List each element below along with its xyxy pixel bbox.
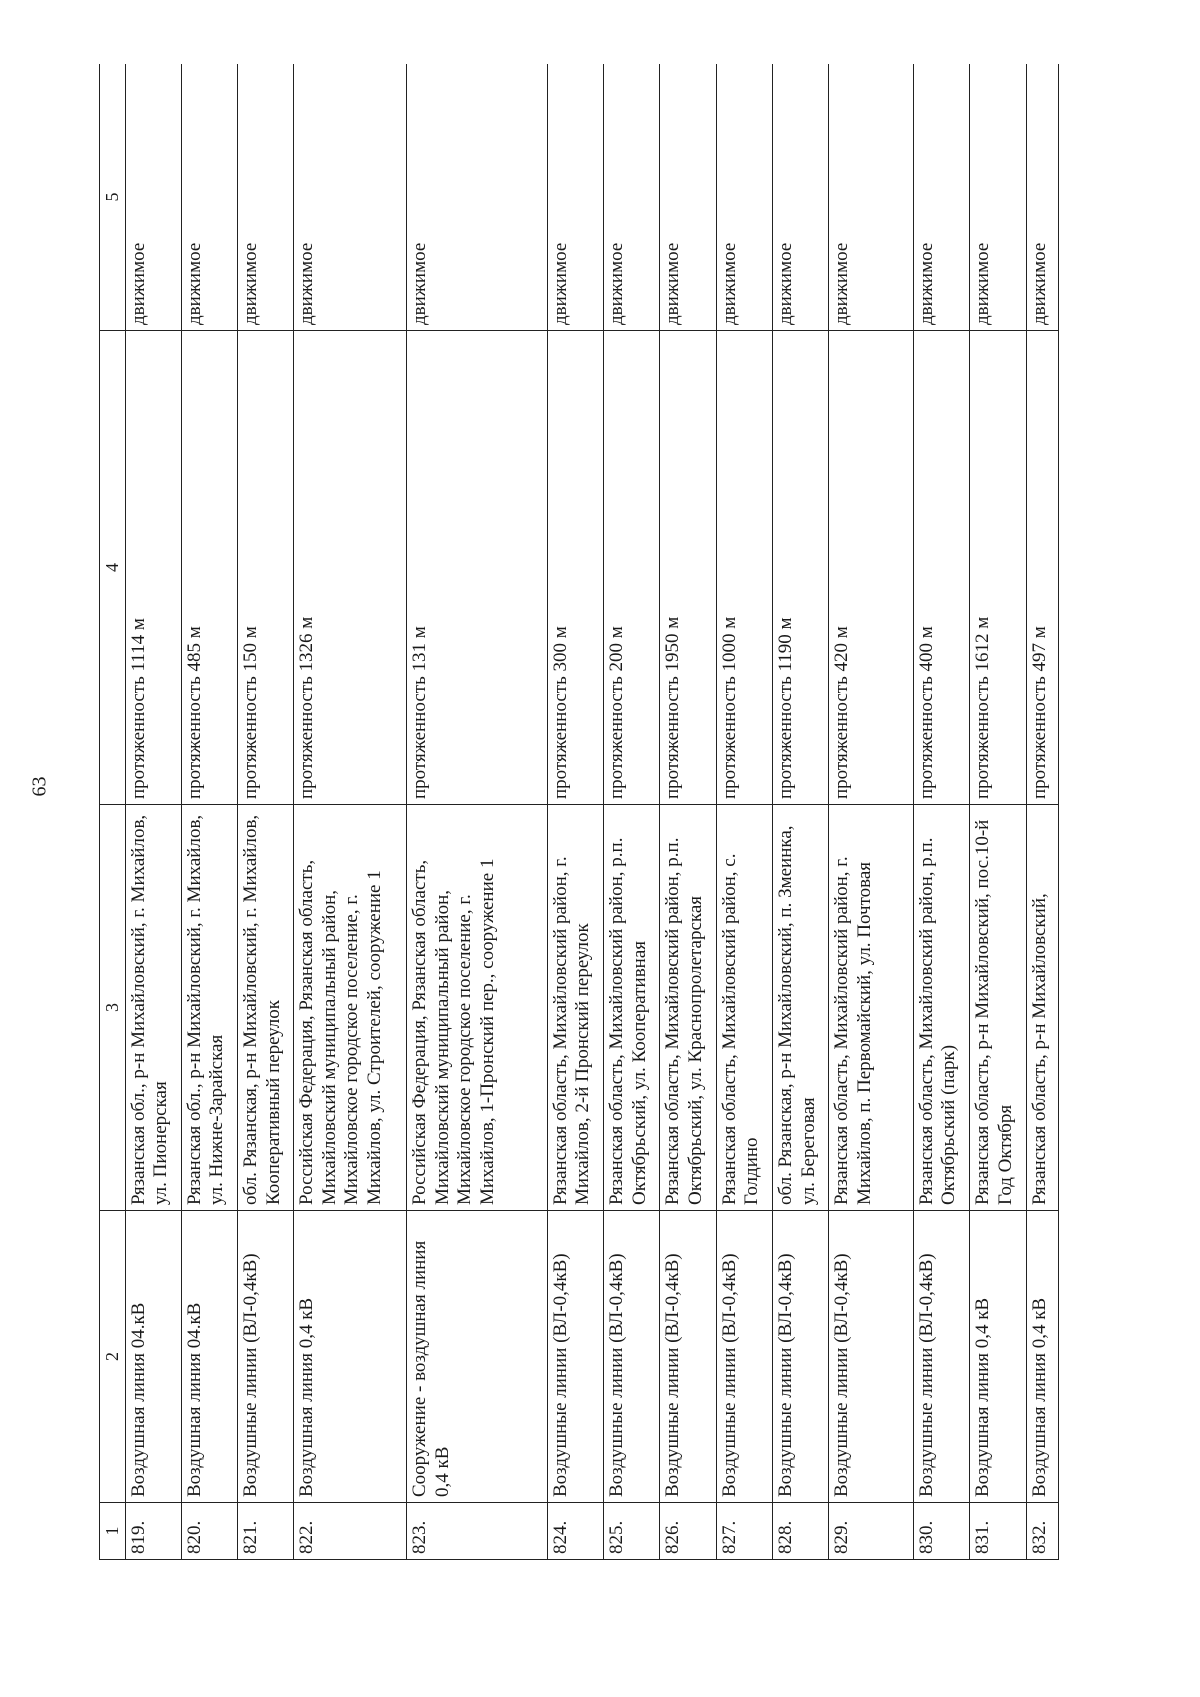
table-header-row — [100, 64, 126, 1560]
object-length: протяженность 420 м — [829, 331, 913, 805]
object-length: протяженность 1000 м — [716, 331, 772, 805]
property-type: движимое — [913, 64, 969, 331]
object-name: Воздушная линия 04.кВ — [125, 1211, 181, 1503]
object-address: Рязанская обл., р-н Михайловский, г. Михайлов, ул. Пионерская — [125, 805, 181, 1211]
object-name: Воздушная линия 0,4 кВ — [1026, 1211, 1059, 1503]
table-row — [660, 64, 716, 1560]
object-length: протяженность 400 м — [913, 331, 969, 805]
header-col-4: 4 — [100, 331, 126, 805]
object-address: Рязанская область, р-н Михайловский, пос.10-й Год Октября — [970, 805, 1026, 1211]
object-address: Рязанская область, Михайловский район, р.п. Октябрьский, ул. Краснопролетарская — [660, 805, 716, 1211]
table-row — [294, 64, 407, 1560]
header-col-2: 2 — [100, 1211, 126, 1503]
object-address: Рязанская область, р-н Михайловский, — [1026, 805, 1059, 1211]
property-type: движимое — [294, 64, 407, 331]
object-length: протяженность 1950 м — [660, 331, 716, 805]
object-name: Воздушные линии (ВЛ-0,4кВ) — [716, 1211, 772, 1503]
property-type: движимое — [773, 64, 829, 331]
object-name: Воздушная линия 0,4 кВ — [970, 1211, 1026, 1503]
object-length: протяженность 1612 м — [970, 331, 1026, 805]
object-address: Рязанская область, Михайловский район, р.п. Октябрьский, ул. Кооперативная — [604, 805, 660, 1211]
row-number: 819. — [125, 1503, 181, 1560]
row-number: 825. — [604, 1503, 660, 1560]
object-name: Воздушные линии (ВЛ-0,4кВ) — [773, 1211, 829, 1503]
property-type: движимое — [547, 64, 603, 331]
object-length: протяженность 1114 м — [125, 331, 181, 805]
row-number: 830. — [913, 1503, 969, 1560]
table-row — [407, 64, 548, 1560]
object-name: Сооружение - воздушная линия 0,4 кВ — [407, 1211, 548, 1503]
table-row — [716, 64, 772, 1560]
object-length: протяженность 150 м — [238, 331, 294, 805]
object-name: Воздушная линия 04.кВ — [181, 1211, 237, 1503]
table-row — [1026, 64, 1059, 1560]
object-length: протяженность 1326 м — [294, 331, 407, 805]
object-name: Воздушная линия 0,4 кВ — [294, 1211, 407, 1503]
property-type: движимое — [970, 64, 1026, 331]
object-name: Воздушные линии (ВЛ-0,4кВ) — [604, 1211, 660, 1503]
object-name: Воздушные линии (ВЛ-0,4кВ) — [660, 1211, 716, 1503]
property-type: движимое — [407, 64, 548, 331]
property-type: движимое — [604, 64, 660, 331]
property-type: движимое — [829, 64, 913, 331]
row-number: 822. — [294, 1503, 407, 1560]
object-length: протяженность 300 м — [547, 331, 603, 805]
object-address: Рязанская область, Михайловский район, с. Голдино — [716, 805, 772, 1211]
row-number: 832. — [1026, 1503, 1059, 1560]
object-address: Российская Федерация, Рязанская область, Михайловский муниципальный район, Михайловское городское поселение, г. Михайлов, ул. Строителей, сооружение 1 — [294, 805, 407, 1211]
property-type: движимое — [238, 64, 294, 331]
row-number: 820. — [181, 1503, 237, 1560]
object-name: Воздушные линии (ВЛ-0,4кВ) — [547, 1211, 603, 1503]
table-row — [773, 64, 829, 1560]
object-length: протяженность 200 м — [604, 331, 660, 805]
object-address: обл. Рязанская, р-н Михайловский, п. Змеинка, ул. Береговая — [773, 805, 829, 1211]
table-row — [829, 64, 913, 1560]
row-number: 823. — [407, 1503, 548, 1560]
object-name: Воздушные линии (ВЛ-0,4кВ) — [238, 1211, 294, 1503]
object-address: Рязанская область, Михайловский район, г. Михайлов, п. Первомайский, ул. Почтовая — [829, 805, 913, 1211]
table-row — [913, 64, 969, 1560]
object-address: Рязанская обл., р-н Михайловский, г. Михайлов, ул. Нижне-Зарайская — [181, 805, 237, 1211]
property-registry-table — [99, 64, 1059, 1560]
row-number: 828. — [773, 1503, 829, 1560]
object-address: Рязанская область, Михайловский район, р.п. Октябрьский (парк) — [913, 805, 969, 1211]
property-type: движимое — [125, 64, 181, 331]
table-row — [970, 64, 1026, 1560]
row-number: 821. — [238, 1503, 294, 1560]
table-row — [125, 64, 181, 1560]
header-col-3: 3 — [100, 805, 126, 1211]
rotated-table-frame — [99, 64, 1059, 1560]
object-length: протяженность 131 м — [407, 331, 548, 805]
object-name: Воздушные линии (ВЛ-0,4кВ) — [829, 1211, 913, 1503]
row-number: 824. — [547, 1503, 603, 1560]
object-name: Воздушные линии (ВЛ-0,4кВ) — [913, 1211, 969, 1503]
row-number: 827. — [716, 1503, 772, 1560]
table-row — [181, 64, 237, 1560]
header-col-5: 5 — [100, 64, 126, 331]
object-length: протяженность 1190 м — [773, 331, 829, 805]
table-row — [604, 64, 660, 1560]
object-length: протяженность 485 м — [181, 331, 237, 805]
object-length: протяженность 497 м — [1026, 331, 1059, 805]
property-type: движимое — [1026, 64, 1059, 331]
object-address: обл. Рязанская, р-н Михайловский, г. Михайлов, Кооперативный переулок — [238, 805, 294, 1211]
row-number: 829. — [829, 1503, 913, 1560]
table-row — [547, 64, 603, 1560]
property-type: движимое — [181, 64, 237, 331]
page-number: 63 — [28, 776, 51, 797]
row-number: 826. — [660, 1503, 716, 1560]
object-address: Российская Федерация, Рязанская область, Михайловский муниципальный район, Михайловское городское поселение, г. Михайлов, 1-Пронский пер., сооружение 1 — [407, 805, 548, 1211]
property-type: движимое — [716, 64, 772, 331]
row-number: 831. — [970, 1503, 1026, 1560]
property-type: движимое — [660, 64, 716, 331]
table-row — [238, 64, 294, 1560]
object-address: Рязанская область, Михайловский район, г. Михайлов, 2-й Пронский переулок — [547, 805, 603, 1211]
header-col-1: 1 — [100, 1503, 126, 1560]
